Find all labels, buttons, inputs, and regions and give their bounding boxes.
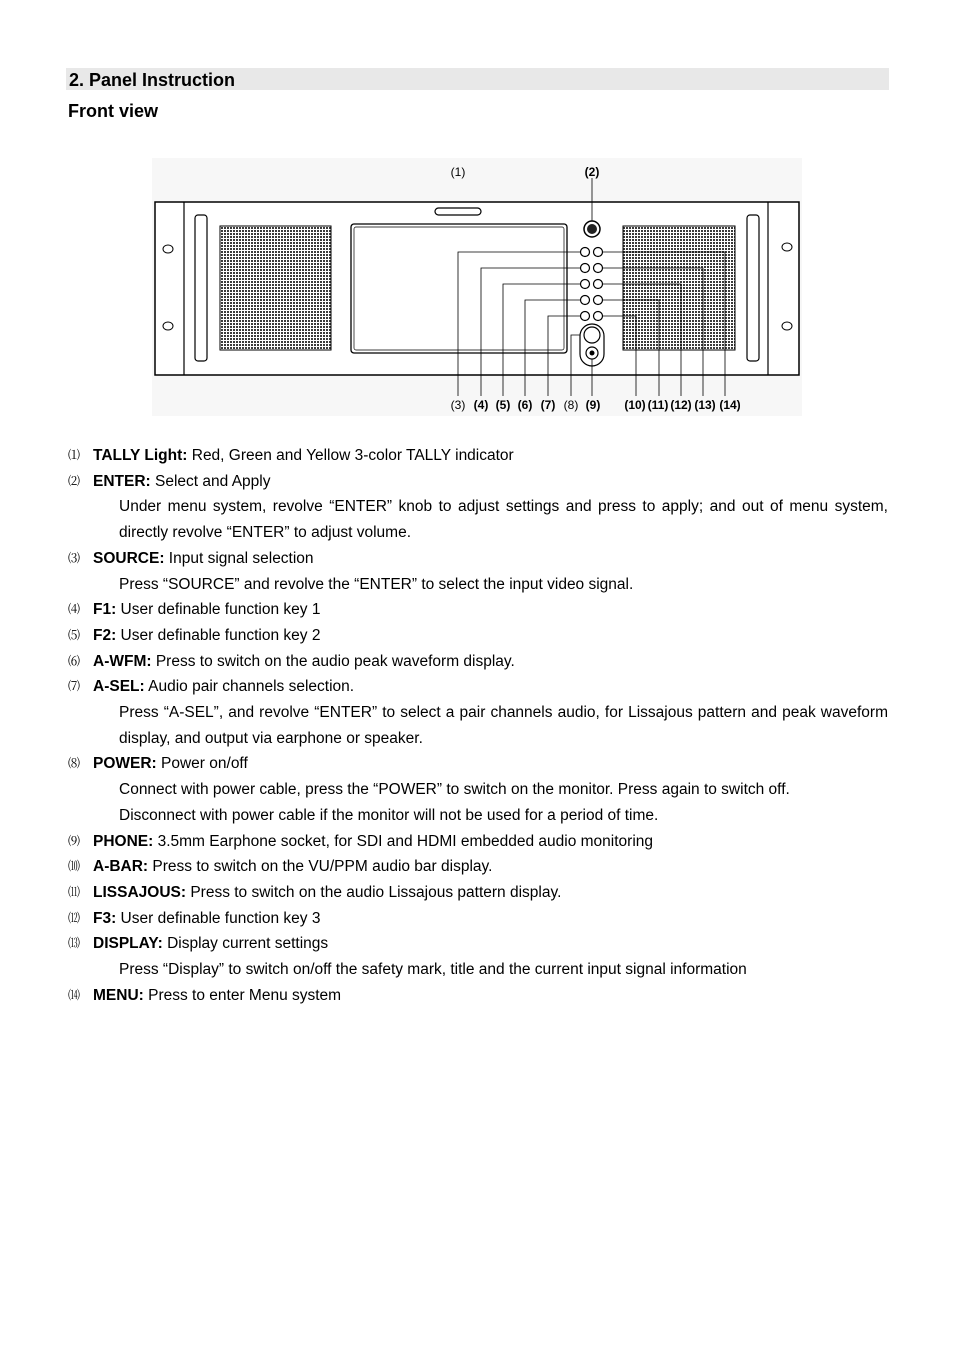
item-description: Power on/off	[156, 755, 248, 773]
item-detail: Press “Display” to switch on/off the safety mark, title and the current input signal information	[119, 961, 747, 979]
item-key: F3:	[93, 909, 117, 927]
item-detail: Disconnect with power cable if the monitor will not be used for a period of time.	[119, 806, 659, 824]
item-number: ⒁	[68, 987, 81, 1002]
list-item	[68, 623, 888, 649]
tally-light	[435, 208, 481, 215]
item-detail: Connect with power cable, press the “POWER” to switch on the monitor. Press again to switch off.	[119, 781, 790, 799]
item-description: User definable function key 3	[116, 909, 321, 927]
callout-label: (5)	[495, 398, 511, 412]
list-item	[68, 906, 888, 932]
item-key: F1:	[93, 601, 117, 619]
list-item	[68, 931, 888, 957]
section-title: 2. Panel Instruction	[69, 70, 236, 90]
list-item	[68, 649, 888, 675]
callout-label: (11)	[647, 398, 669, 412]
item-key: MENU:	[93, 986, 144, 1004]
item-number: ⑷	[68, 602, 81, 617]
item-number: ⑸	[68, 627, 81, 642]
item-key: F2:	[93, 626, 117, 644]
item-key: ENTER:	[93, 472, 151, 490]
item-description: 3.5mm Earphone socket, for SDI and HDMI embedded audio monitoring	[153, 832, 653, 850]
page-subtitle: Front view	[68, 101, 159, 121]
left-handle	[195, 215, 207, 361]
item-description: User definable function key 1	[116, 601, 321, 619]
item-key: A-SEL:	[93, 678, 145, 696]
item-number: ⑿	[68, 910, 81, 925]
list-item	[68, 880, 888, 906]
left-speaker-grille	[220, 226, 331, 350]
item-description: Press to switch on the audio peak waveform display.	[151, 652, 515, 670]
item-key: A-BAR:	[93, 858, 149, 876]
item-description: Audio pair channels selection.	[144, 678, 355, 696]
callout-label: (6)	[517, 398, 533, 412]
callout-label: (9)	[585, 398, 601, 412]
item-number: ⑾	[68, 884, 81, 899]
right-speaker-grille	[623, 226, 735, 350]
right-handle	[747, 215, 759, 361]
item-detail: Press “SOURCE” and revolve the “ENTER” to select the input video signal.	[119, 575, 634, 593]
item-number: ⑽	[68, 859, 81, 874]
callout-label: (2)	[584, 165, 600, 179]
item-key: POWER:	[93, 755, 157, 773]
item-key: A-WFM:	[93, 652, 152, 670]
callout-label: (8)	[563, 398, 579, 412]
list-item	[68, 829, 888, 855]
list-item	[68, 443, 888, 469]
item-description: Press to enter Menu system	[143, 986, 342, 1004]
item-number: ⑵	[68, 473, 81, 488]
item-description: Press to switch on the audio Lissajous pattern display.	[186, 883, 562, 901]
item-key: DISPLAY:	[93, 935, 163, 953]
mount-hole	[163, 322, 173, 330]
item-detail: Under menu system, revolve “ENTER” knob to adjust settings and press to apply; and out of menu system, directly revolve “ENTER” to adjust volume.	[119, 498, 888, 542]
item-key: LISSAJOUS:	[93, 883, 187, 901]
list-item	[68, 983, 888, 1009]
list-item	[68, 674, 888, 700]
list-item	[68, 597, 888, 623]
callout-label: (13)	[694, 398, 716, 412]
item-number: ⑴	[68, 448, 81, 462]
callout-label: (1)	[450, 165, 466, 179]
item-key: PHONE:	[93, 832, 154, 850]
callout-label: (4)	[473, 398, 489, 412]
front-panel-diagram	[152, 158, 802, 416]
item-description: Display current settings	[162, 935, 329, 953]
item-description: Press to switch on the VU/PPM audio bar display.	[148, 858, 493, 876]
callout-label: (7)	[540, 398, 556, 412]
mount-hole	[782, 243, 792, 251]
item-number: ⑼	[68, 833, 81, 848]
list-item	[68, 854, 888, 880]
item-key: TALLY Light:	[93, 447, 188, 464]
list-item	[68, 751, 888, 777]
item-number: ⑻	[68, 756, 81, 771]
item-number: ⑺	[68, 679, 81, 694]
callout-label: (3)	[450, 398, 466, 412]
power-button	[584, 327, 600, 343]
item-description: Red, Green and Yellow 3-color TALLY indicator	[187, 447, 514, 464]
callout-label: (12)	[670, 398, 692, 412]
callout-label: (10)	[624, 398, 646, 412]
item-description: Select and Apply	[150, 472, 271, 490]
item-number: ⑶	[68, 550, 81, 565]
item-description: User definable function key 2	[116, 626, 321, 644]
item-number: ⒀	[68, 936, 81, 951]
lcd-screen	[351, 224, 567, 353]
panel-items-list	[68, 443, 888, 1008]
item-description: Input signal selection	[164, 549, 314, 567]
mount-hole	[163, 245, 173, 253]
item-key: SOURCE:	[93, 549, 165, 567]
list-item	[68, 546, 888, 572]
list-item	[68, 469, 888, 495]
callout-label: (14)	[719, 398, 741, 412]
item-number: ⑹	[68, 653, 81, 668]
item-detail: Press “A-SEL”, and revolve “ENTER” to select a pair channels audio, for Lissajous pattern and peak waveform display, and output via earphone or speaker.	[119, 704, 888, 747]
mount-hole	[782, 322, 792, 330]
